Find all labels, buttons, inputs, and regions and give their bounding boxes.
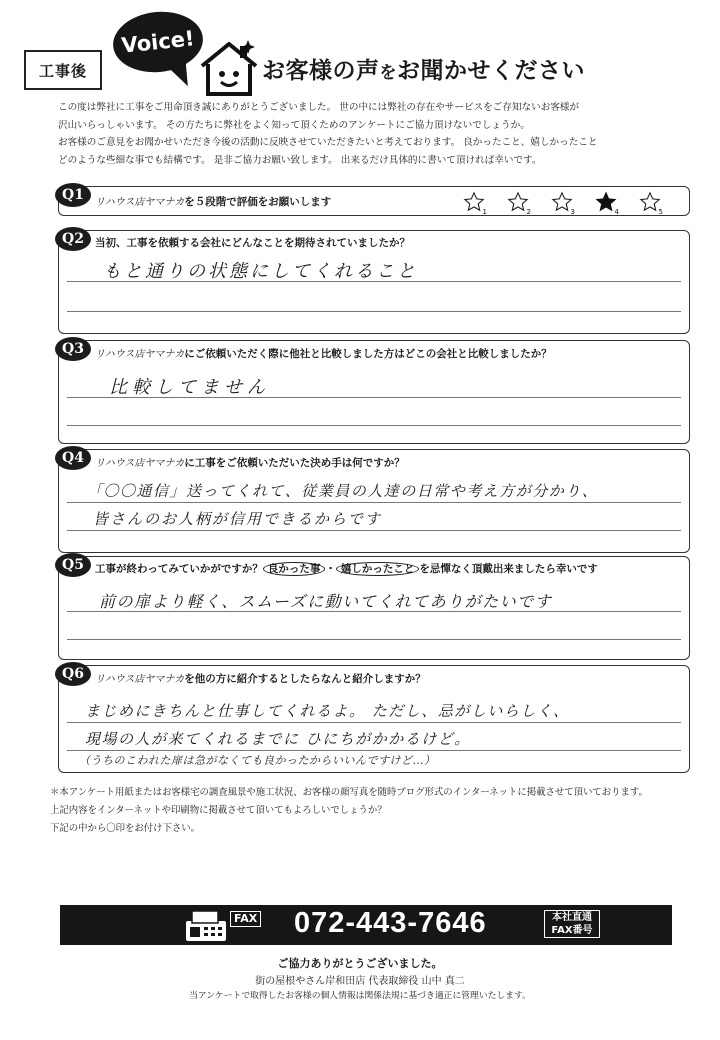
star-number: 3 [570, 208, 575, 216]
question-text [95, 454, 405, 470]
thanks-message: ご協力ありがとうございました。 [277, 957, 443, 970]
question-text [95, 670, 426, 686]
answer-rule [67, 530, 681, 531]
handwritten-company-name: リハウス店ヤマナカ [95, 349, 185, 360]
star-icon[interactable] [463, 191, 487, 216]
fax-label: FAX [230, 911, 261, 927]
question-text [95, 193, 331, 209]
star-icon[interactable] [639, 191, 663, 216]
question-badge: Q2 [55, 227, 91, 251]
star-icon-selected[interactable] [595, 191, 619, 216]
star-number: 1 [482, 208, 487, 216]
after-construction-tag: 工事後 [24, 50, 102, 90]
intro-line: どのような些細な事でも結構です。 是非ご協力お願い致します。 出来るだけ具体的に書いて頂ければ幸いです。 [58, 154, 542, 166]
note-line: ＊本アンケート用紙またはお客様宅の調査風景や施工状況、お客様の顔写真を随時ブログ形式のインターネットに掲載させて頂いております。 [50, 787, 648, 798]
question-label: にご依頼いただく際に他社と比較しました方はどこの会社と比較しましたか？ [184, 348, 552, 360]
fax-note-line: 本社直通 [552, 912, 592, 923]
question-badge: Q3 [55, 337, 91, 361]
question-5 [58, 556, 690, 660]
circled-option: 良かった事 [263, 562, 326, 576]
note-line: 下記の中から〇印をお付け下さい。 [50, 823, 201, 834]
handwritten-answer-line: （うちのこわれた扉は急がなくても良かったからいいんですけど…） [79, 754, 436, 767]
handwritten-answer-line: 皆さんのお人柄が信用できるからです [93, 510, 382, 528]
question-text [95, 345, 552, 361]
star-number: 2 [526, 208, 531, 216]
question-3 [58, 340, 690, 444]
handwritten-company-name: リハウス店ヤマナカ [95, 197, 185, 208]
handwritten-answer-line: まじめにきちんと仕事してくれるよ。 ただし、忌がしいらしく、 [85, 702, 570, 720]
question-badge: Q4 [55, 446, 91, 470]
question-badge: Q6 [55, 662, 91, 686]
star-icon[interactable] [507, 191, 531, 216]
question-label: を忌憚なく頂戴出来ましたら幸いです [419, 563, 598, 575]
fax-number[interactable]: 072-443-7646 [294, 907, 487, 939]
question-label: に工事をご依頼いただいた決め手は何ですか？ [184, 457, 405, 469]
title-particle: を [379, 63, 397, 83]
handwritten-answer: もと通りの状態にしてくれること [103, 261, 418, 282]
rating-stars[interactable] [463, 191, 663, 216]
voice-speech-bubble: Voice! [110, 7, 206, 76]
fax-machine-icon [184, 909, 228, 943]
smiling-house-icon [196, 36, 262, 100]
fax-note-line: FAX番号 [551, 925, 593, 936]
answer-rule [67, 722, 681, 723]
question-6 [58, 665, 690, 773]
question-label: 工事が終わってみていかがですか？ [95, 563, 263, 575]
question-separator: ・ [325, 563, 336, 575]
handwritten-answer-line: 現場の人が来てくれるまでに ひにちがかかるけど。 [85, 730, 471, 748]
intro-line: この度は弊社に工事をご用命頂き誠にありがとうございました。 世の中には弊社の存在やサービスをご存知ないお客様が [58, 102, 580, 113]
question-2 [58, 230, 690, 334]
handwritten-answer: 比較してません [109, 377, 270, 398]
speech-bubble-tail [166, 60, 193, 91]
title-rest: お聞かせください [397, 58, 585, 84]
fax-bar [60, 905, 672, 945]
title-main: お客様の声 [262, 58, 380, 84]
intro-line: 沢山いらっしゃいます。 その方たちに弊社をよく知って頂くためのアンケートにご協力頂けないでしょうか。 [58, 119, 530, 131]
answer-rule [67, 311, 681, 312]
page-title [262, 52, 585, 85]
handwritten-answer-line: 「〇〇通信」送ってくれて、従業員の人達の日常や考え方が分かり、 [87, 482, 599, 500]
answer-rule [67, 425, 681, 426]
privacy-note: 当アンケートで取得したお客様の個人情報は関係法規に基づき適正に管理いたします。 [189, 991, 531, 1001]
company-signature: 街の屋根やさん岸和田店 代表取締役 山中 真二 [255, 976, 465, 987]
intro-text [58, 99, 698, 169]
question-badge: Q5 [55, 553, 91, 577]
note-line: 上記内容をインターネットや印刷物に掲載させて頂いてもよろしいでしょうか？ [50, 805, 387, 816]
question-label: を他の方に紹介するとしたらなんと紹介しますか？ [184, 673, 426, 685]
question-4 [58, 449, 690, 553]
answer-rule [67, 639, 681, 640]
question-text [95, 561, 598, 576]
answer-rule [67, 502, 681, 503]
intro-line: お客様のご意見をお聞かせいただき今後の活動に反映させていただきたいと考えております。 良かったこと、嬉しかったこと [58, 137, 598, 149]
publication-notes [50, 784, 700, 838]
answer-rule [67, 750, 681, 751]
question-label: を５段階で評価をお願いします [184, 196, 332, 208]
question-badge: Q1 [55, 183, 91, 207]
handwritten-answer: 前の扉より軽く、スムーズに動いてくれてありがたいです [99, 592, 553, 611]
handwritten-company-name: リハウス店ヤマナカ [95, 458, 185, 469]
handwritten-company-name: リハウス店ヤマナカ [95, 674, 185, 685]
fax-direct-note [544, 910, 600, 938]
question-text: 当初、工事を依頼する会社にどんなことを期待されていましたか？ [95, 237, 410, 249]
star-icon[interactable] [551, 191, 575, 216]
circled-option: 嬉しかったこと [336, 562, 420, 576]
star-number: 5 [658, 208, 663, 216]
question-1 [58, 186, 690, 216]
star-number: 4 [614, 208, 619, 216]
